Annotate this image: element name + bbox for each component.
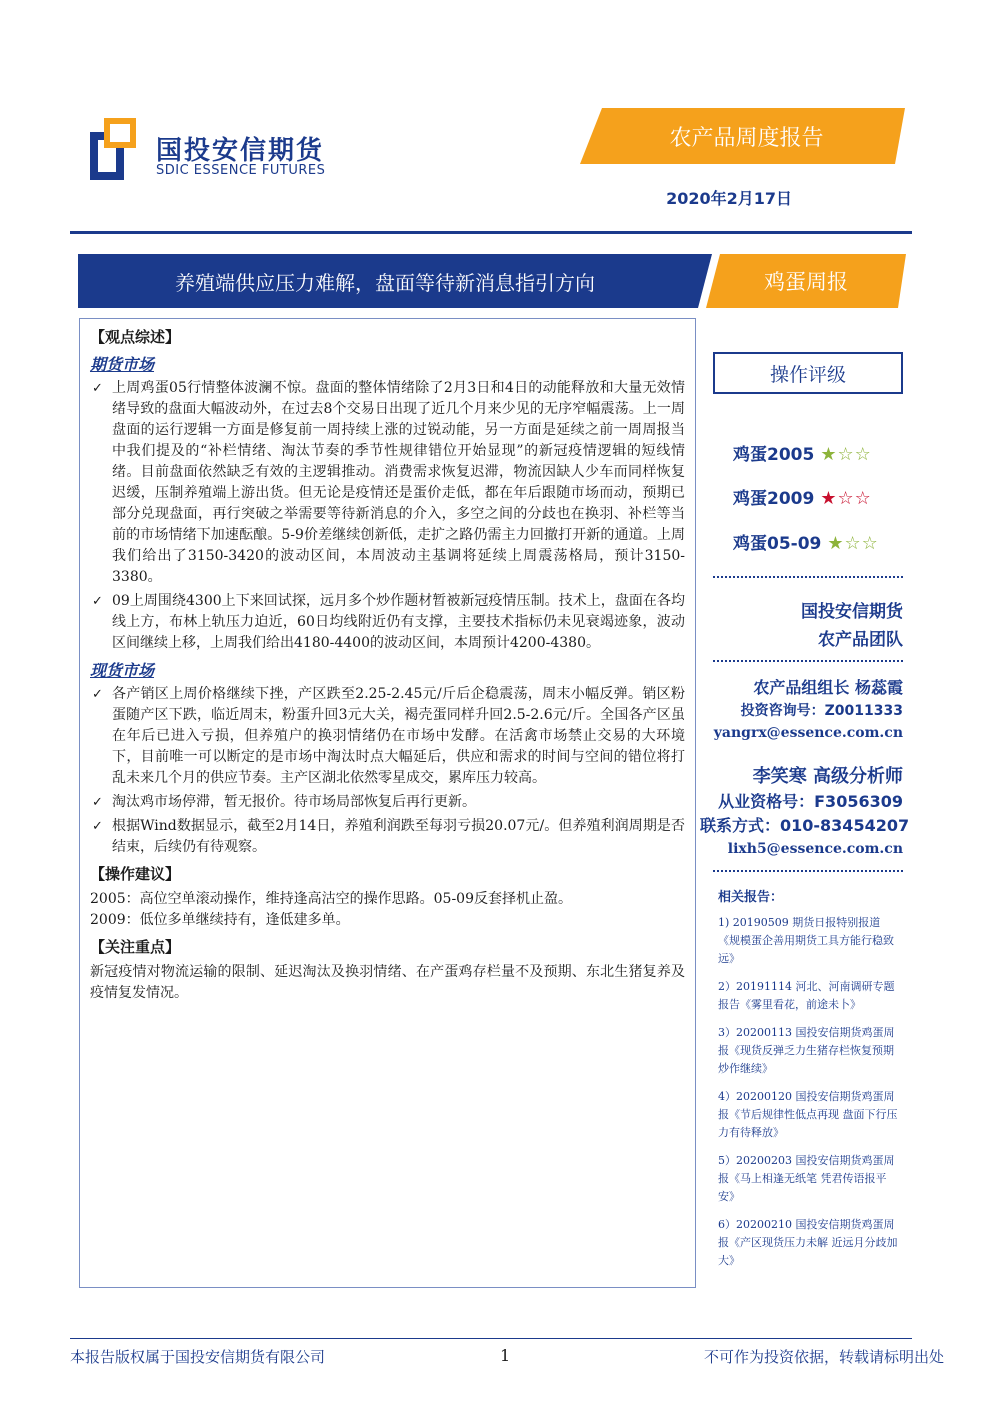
analyst-1-email[interactable]: yangrx@essence.com.cn bbox=[713, 725, 903, 741]
rating-row-05-09: 鸡蛋05-09 ★☆☆ bbox=[733, 533, 879, 554]
footer-copyright: 本报告版权属于国投安信期货有限公司 bbox=[70, 1348, 326, 1366]
report-tag: 鸡蛋周报 bbox=[764, 270, 848, 294]
related-report-item[interactable]: 1) 20190509 期货日报特别报道《规模蛋企善用期货工具方能行稳致远》 bbox=[718, 916, 894, 965]
report-title: 养殖端供应压力难解，盘面等待新消息指引方向 bbox=[175, 270, 595, 295]
ops-line: 2005：高位空单滚动操作，维持逢高沽空的操作思路。05-09反套择机止盈。 bbox=[90, 891, 572, 907]
check-icon: ✓ bbox=[92, 687, 103, 702]
logo-name-en: SDIC ESSENCE FUTURES bbox=[156, 163, 326, 178]
team-line-group: 农产品团队 bbox=[818, 630, 903, 650]
dotted-divider bbox=[713, 870, 903, 872]
analyst-1-license: 投资咨询号：Z0011333 bbox=[740, 703, 903, 719]
rating-stars-icon: ★☆☆ bbox=[827, 533, 879, 554]
futures-heading: 期货市场 bbox=[90, 355, 155, 374]
futures-bullet: ✓ 09上周围绕4300上下来回试探，远月多个炒作题材暂被新冠疫情压制。技术上，盘面在各均线上方，布林上轨压力迫近，60日均线附近仍有支撑，主要技术指标仍未见衰竭迹象，波动区间继续上移，上周我们给出4180-4400的波动区间，本周预计4200-4380。 bbox=[92, 593, 685, 651]
related-report-item[interactable]: 2）20191114 河北、河南调研专题报告《雾里看花，前途未卜》 bbox=[718, 980, 895, 1011]
report-type-label: 农产品周度报告 bbox=[669, 125, 824, 151]
check-icon: ✓ bbox=[92, 819, 103, 834]
related-reports-list bbox=[718, 914, 902, 1280]
focus-text: 新冠疫情对物流运输的限制、延迟淘汰及换羽情绪、在产蛋鸡存栏量不及预期、东北生猪复养及疫情复发情况。 bbox=[90, 964, 685, 1001]
logo-mark-icon bbox=[90, 118, 136, 180]
spot-heading: 现货市场 bbox=[90, 661, 155, 680]
focus-heading: 【关注重点】 bbox=[90, 938, 181, 956]
spot-bullet: ✓ 各产销区上周价格继续下挫，产区跌至2.25-2.45元/斤后企稳震荡，周末小幅反弹。销区粉蛋随产区下跌，临近周末，粉蛋升回3元大关，褐壳蛋同样升回2.5-2.6元/斤。全国各产区虽在年后已进入亏损，但养殖户的换羽情绪仍在市场中发酵。在活禽市场禁止交易的大环境下，目前唯一可以断定的是市场中淘汰时点大幅延后，供应和需求的时间与空间的错位将打乱未来几个月的供应节奏。主产区湖北依然零星成交，累库压力较高。 bbox=[92, 686, 685, 786]
analyst-2-title: 李笑寒 高级分析师 bbox=[752, 766, 903, 787]
rating-row-2009: 鸡蛋2009 ★☆☆ bbox=[733, 488, 872, 509]
main-content-box bbox=[79, 318, 696, 1288]
analyst-1 bbox=[700, 676, 903, 744]
ops-line: 2009：低位多单继续持有，逢低建多单。 bbox=[90, 912, 350, 928]
related-report-item[interactable]: 6）20200210 国投安信期货鸡蛋周报《产区现货压力未解 近远月分歧加大》 bbox=[718, 1218, 898, 1267]
analyst-2 bbox=[700, 764, 910, 860]
related-report-item[interactable]: 3）20200113 国投安信期货鸡蛋周报《现货反弹乏力生猪存栏恢复预期炒作继续》 bbox=[718, 1026, 895, 1075]
analyst-2-license: 从业资格号：F3056309 bbox=[718, 792, 903, 811]
spot-bullet: ✓ 淘汰鸡市场停滞，暂无报价。待市场局部恢复后再行更新。 bbox=[90, 792, 685, 813]
related-reports-title: 相关报告： bbox=[718, 890, 784, 905]
footer-divider bbox=[70, 1338, 912, 1339]
report-tag-banner bbox=[706, 254, 906, 308]
company-logo bbox=[90, 118, 330, 188]
summary-heading: 【观点综述】 bbox=[90, 328, 181, 346]
analyst-2-phone: 联系方式：010-83454207 bbox=[700, 816, 910, 835]
check-icon: ✓ bbox=[92, 594, 103, 609]
page-number: 1 bbox=[500, 1346, 511, 1365]
futures-bullet: ✓ 上周鸡蛋05行情整体波澜不惊。盘面的整体情绪除了2月3日和4日的动能释放和大量无效情绪导致的盘面大幅波动外，在过去8个交易日出现了近几个月来少见的无序窄幅震荡。上一周盘面的运行逻辑一方面是修复前一周持续上涨的过锐动能，另一方面是延续之前一周周报当中我们提及的“补栏情绪、淘汰节奏的季节性规律错位开始显现”的新冠疫情逻辑的短线情绪。目前盘面依然缺乏有效的主逻辑推动。消费需求恢复迟滞，物流因缺人少车而同样恢复迟缓，压制养殖端上游出货。但无论是疫情还是蛋价走低，都在年后跟随市场而动，预期已部分兑现盘面，再行突破之举需要等待新消息的介入，多空之间的分歧也在换羽、补栏等当前的市场情绪下加速酝酿。5-9价差继续创新低，走扩之路仍需主力回撤打开新的通道。上周我们给出了3150-3420的波动区间，本周波动主基调将延续上周震荡格局，预计3150-3380。 bbox=[92, 380, 685, 585]
analyst-1-title: 农产品组组长 杨蕊霞 bbox=[753, 678, 903, 697]
logo-name-cn: 国投安信期货 bbox=[156, 136, 325, 166]
related-report-item[interactable]: 5）20200203 国投安信期货鸡蛋周报《马上相逢无纸笔 凭君传语报平安》 bbox=[718, 1154, 895, 1203]
spot-bullet: ✓ 根据Wind数据显示，截至2月14日，养殖利润跌至每羽亏损20.07元/。但养殖利润周期是否结束，后续仍有待观察。 bbox=[92, 818, 685, 855]
report-date: 2020年2月17日 bbox=[666, 189, 792, 208]
dotted-divider bbox=[713, 660, 903, 662]
check-icon: ✓ bbox=[92, 381, 103, 396]
rating-title: 操作评级 bbox=[713, 352, 903, 394]
analyst-2-email[interactable]: lixh5@essence.com.cn bbox=[727, 841, 903, 857]
rating-row-2005: 鸡蛋2005 ★☆☆ bbox=[733, 444, 872, 465]
team-block bbox=[713, 598, 903, 654]
header-divider bbox=[70, 231, 912, 234]
rating-stars-icon: ★☆☆ bbox=[820, 444, 872, 465]
check-icon: ✓ bbox=[92, 795, 103, 810]
report-type-banner bbox=[580, 108, 905, 164]
dotted-divider bbox=[713, 576, 903, 578]
team-line-company: 国投安信期货 bbox=[801, 602, 903, 622]
footer-disclaimer: 不可作为投资依据，转载请标明出处 bbox=[703, 1348, 944, 1366]
rating-stars-icon: ★☆☆ bbox=[820, 488, 872, 509]
report-title-banner bbox=[78, 254, 712, 308]
ops-heading: 【操作建议】 bbox=[90, 865, 181, 883]
related-report-item[interactable]: 4）20200120 国投安信期货鸡蛋周报《节后规律性低点再现 盘面下行压力有待释放》 bbox=[718, 1090, 898, 1139]
